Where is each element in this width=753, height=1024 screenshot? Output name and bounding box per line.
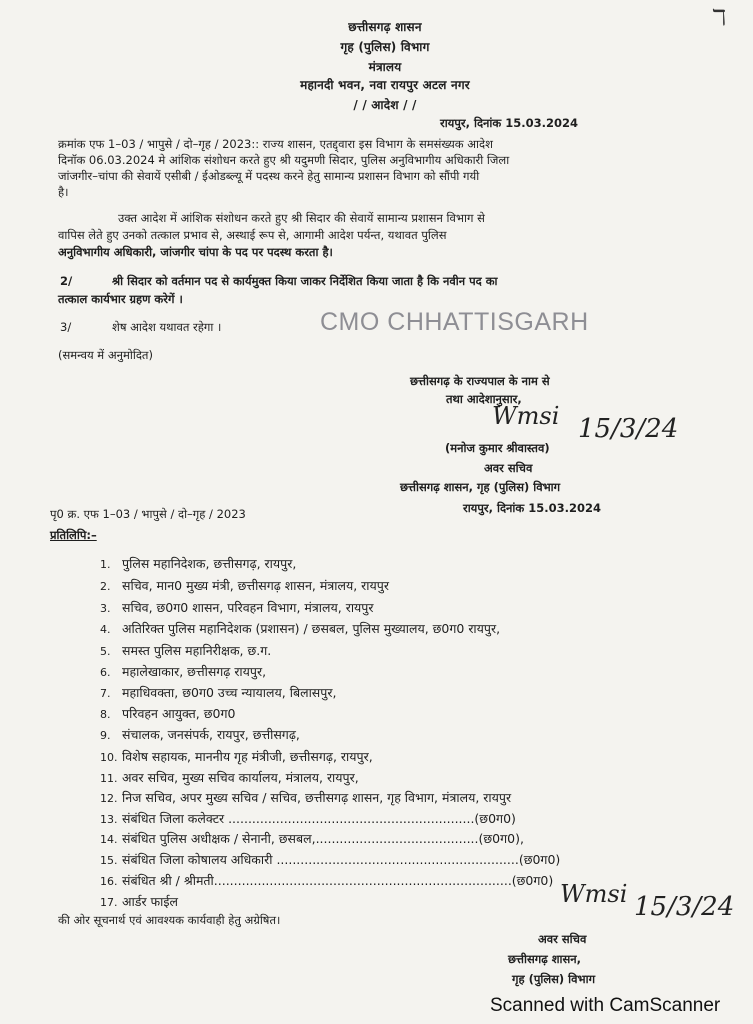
govt-header-line1: छत्तीसगढ़ शासन [348, 20, 422, 34]
para1-line3: जांजगीर–चांपा की सेवायें एसीबी / ईओडब्ल्यू में पदस्थ करने हेतु सामान्य प्रशासन विभाग को सौंपी गयी [58, 169, 480, 183]
signature-1: Wmsi [492, 402, 560, 430]
para3-line1: श्री सिदार को वर्तमान पद से कार्यमुक्त किया जाकर निर्देशित किया जाता है कि नवीन पद का [112, 274, 498, 288]
para4-number: 3/ [60, 320, 72, 334]
list-item: 3. सचिव, छ0ग0 शासन, परिवहन विभाग, मंत्रालय, रायपुर [100, 600, 374, 615]
signer-2-govt: छत्तीसगढ़ शासन, [508, 952, 582, 966]
corner-mark-icon: ℸ [712, 6, 727, 31]
approval-note: (समन्वय में अनुमोदित) [58, 348, 153, 362]
signature-2: Wmsi [560, 880, 628, 908]
govt-header-line2: गृह (पुलिस) विभाग [340, 40, 430, 54]
endorsement-place-date: रायपुर, दिनांक 15.03.2024 [463, 501, 601, 515]
list-item: 10. विशेष सहायक, माननीय गृह मंत्रीजी, छत्तीसगढ़, रायपुर, [100, 749, 373, 764]
list-item: 9. संचालक, जनसंपर्क, रायपुर, छत्तीसगढ़, [100, 727, 300, 742]
list-item: 14. संबंधित पुलिस अधीक्षक / सेनानी, छसबल,.........................................(छ0ग0), [100, 831, 524, 846]
para4-text: शेष आदेश यथावत रहेगा । [112, 320, 222, 334]
para1-line2: दिनॉक 06.03.2024 मे आंशिक संशोधन करते हुए श्री यदुमणी सिदार, पुलिस अनुविभागीय अधिकारी जिला [58, 153, 510, 167]
by-order-line: तथा आदेशानुसार, [446, 392, 522, 406]
signature-2-date: 15/3/24 [634, 892, 735, 922]
signature-1-date: 15/3/24 [578, 414, 679, 444]
list-item: 6. महालेखाकार, छत्तीसगढ़ रायपुर, [100, 664, 267, 679]
para1-line4: है। [58, 185, 69, 199]
list-item: 5. समस्त पुलिस महानिरीक्षक, छ.ग. [100, 643, 272, 658]
watermark: CMO CHHATTISGARH [320, 308, 589, 336]
order-title: / / आदेश / / [353, 98, 417, 112]
para2-line1: उक्त आदेश में आंशिक संशोधन करते हुए श्री सिदार की सेवायें सामान्य प्रशासन विभाग से [118, 211, 485, 225]
list-item: 12. निज सचिव, अपर मुख्य सचिव / सचिव, छत्तीसगढ़ शासन, गृह विभाग, मंत्रालय, रायपुर [100, 790, 512, 805]
list-item: 16. संबंधित श्री / श्रीमती...........................................................................(छ0ग0) [100, 873, 554, 888]
para2-line2: वापिस लेते हुए उनको तत्काल प्रभाव से, अस्थाई रूप से, आगामी आदेश पर्यन्त, यथावत पुलिस [58, 228, 447, 242]
copy-heading: प्रतिलिपि:– [50, 528, 97, 542]
list-item: 4. अतिरिक्त पुलिस महानिदेशक (प्रशासन) / छसबल, पुलिस मुख्यालय, छ0ग0 रायपुर, [100, 621, 501, 636]
officer-dept: छत्तीसगढ़ शासन, गृह (पुलिस) विभाग [400, 480, 561, 494]
list-item: 7. महाधिवक्ता, छ0ग0 उच्च न्यायालय, बिलासपुर, [100, 685, 337, 700]
list-item: 15. संबंधित जिला कोषालय अधिकारी .............................................................(छ0ग0) [100, 852, 561, 867]
govt-header-line3: मंत्रालय [368, 60, 402, 74]
govt-header-address: महानदी भवन, नवा रायपुर अटल नगर [300, 78, 470, 92]
para1-line1: क्रमांक एफ 1–03 / भापुसे / दो–गृह / 2023:: राज्य शासन, एतद्द्वारा इस विभाग के समसंख्यक आदेश [58, 137, 493, 151]
scanner-footer: Scanned with CamScanner [490, 995, 721, 1016]
list-item: 8. परिवहन आयुक्त, छ0ग0 [100, 706, 236, 721]
governor-line: छत्तीसगढ़ के राज्यपाल के नाम से [410, 374, 550, 388]
para3-number: 2/ [60, 274, 73, 288]
list-item: 17. आर्डर फाईल [100, 894, 179, 909]
place-date-top: रायपुर, दिनांक 15.03.2024 [440, 116, 578, 130]
list-item: 1. पुलिस महानिदेशक, छत्तीसगढ़, रायपुर, [100, 556, 297, 571]
list-item: 11. अवर सचिव, मुख्य सचिव कार्यालय, मंत्रालय, रायपुर, [100, 770, 359, 785]
officer-designation: अवर सचिव [484, 461, 533, 475]
para3-line2: तत्काल कार्यभार ग्रहण करेगें । [58, 292, 183, 306]
forwarding-note: की ओर सूचनार्थ एवं आवश्यक कार्यवाही हेतु अग्रेषित। [58, 913, 281, 927]
list-item: 2. सचिव, मान0 मुख्य मंत्री, छत्तीसगढ़ शासन, मंत्रालय, रायपुर [100, 578, 389, 593]
signer-2-designation: अवर सचिव [538, 932, 587, 946]
para2-line3: अनुविभागीय अधिकारी, जांजगीर चांपा के पद पर पदस्थ करता है। [58, 245, 333, 259]
list-item: 13. संबंधित जिला कलेक्टर ..............................................................(छ0ग0) [100, 811, 516, 826]
signer-2-dept: गृह (पुलिस) विभाग [512, 972, 596, 986]
endorsement-ref: पृ0 क्र. एफ 1–03 / भापुसे / दो–गृह / 2023 [50, 507, 246, 521]
officer-name: (मनोज कुमार श्रीवास्तव) [445, 441, 550, 455]
